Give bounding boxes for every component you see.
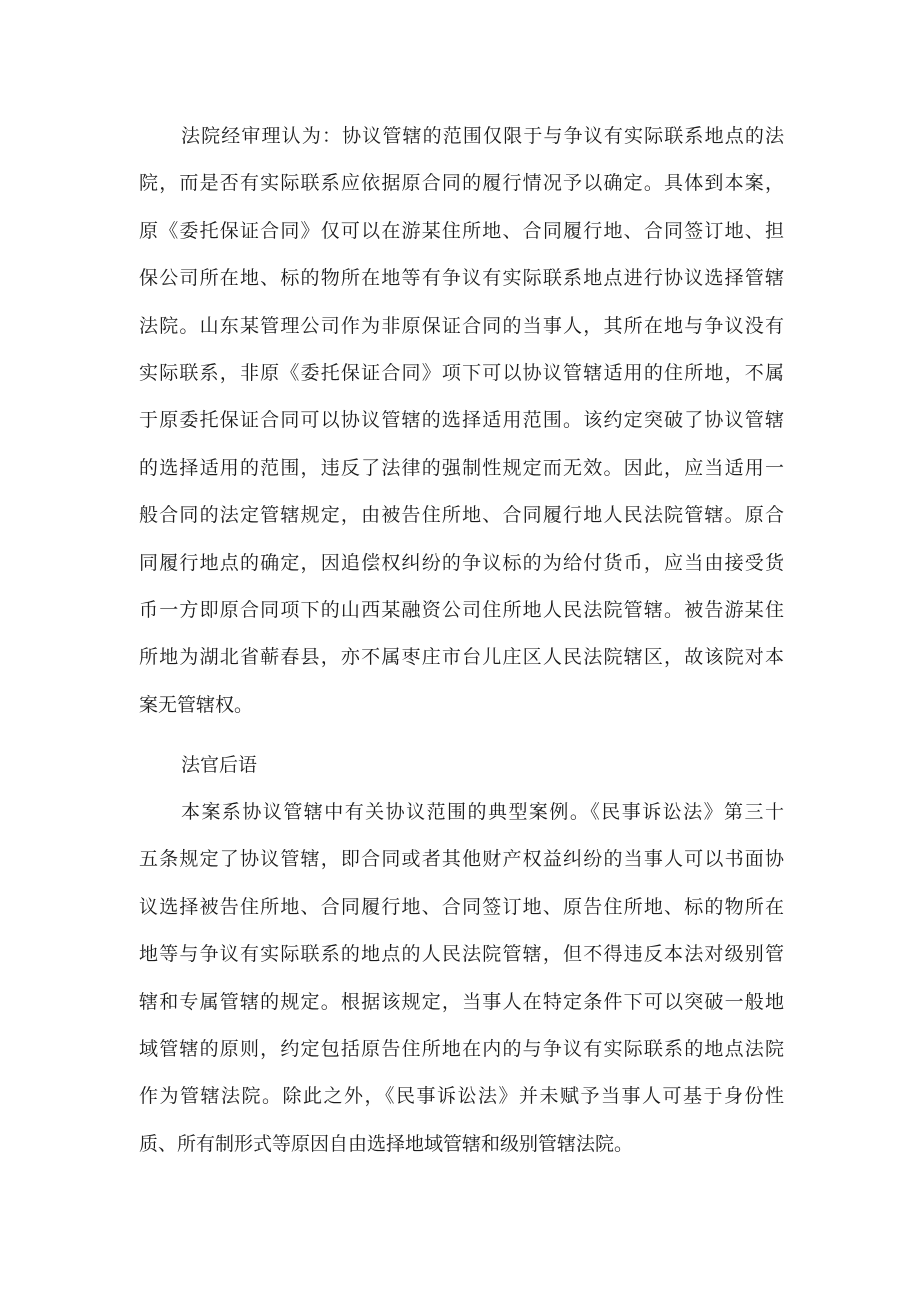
text-line: 质、所有制形式等原因自由选择地域管辖和级别管辖法院。: [139, 1132, 634, 1155]
text-line: 同履行地点的确定，因追偿权纠纷的争议标的为给付货币，应当由接受货: [139, 551, 784, 574]
text-line: 议选择被告住所地、合同履行地、合同签订地、原告住所地、标的物所在: [139, 895, 784, 918]
text-line: 法院。山东某管理公司作为非原保证合同的当事人，其所在地与争议没有: [139, 314, 784, 337]
paragraph-judge-commentary: [139, 789, 784, 1168]
heading-judge-afterword: 法官后语: [181, 754, 258, 776]
text-line: 辖和专属管辖的规定。根据该规定，当事人在特定条件下可以突破一般地: [139, 990, 784, 1013]
section-heading: [139, 742, 784, 789]
text-line: 地等与争议有实际联系的地点的人民法院管辖，但不得违反本法对级别管: [139, 943, 784, 966]
text-line: 币一方即原合同项下的山西某融资公司住所地人民法院管辖。被告游某住: [139, 598, 784, 621]
text-line: 原《委托保证合同》仅可以在游某住所地、合同履行地、合同签订地、担: [139, 219, 784, 242]
text-line: 域管辖的原则，约定包括原告住所地在内的与争议有实际联系的地点法院: [139, 1037, 784, 1060]
text-line: 案无管辖权。: [139, 693, 254, 716]
text-line: 院，而是否有实际联系应依据原合同的履行情况予以确定。具体到本案，: [139, 172, 784, 195]
text-line: 本案系协议管辖中有关协议范围的典型案例。《民事诉讼法》第三十: [181, 801, 784, 823]
text-line: 的选择适用的范围，违反了法律的强制性规定而无效。因此，应当适用一: [139, 456, 784, 479]
text-line: 实际联系，非原《委托保证合同》项下可以协议管辖适用的住所地，不属: [139, 361, 784, 384]
text-line: 作为管辖法院。除此之外，《民事诉讼法》并未赋予当事人可基于身份性: [139, 1085, 784, 1108]
text-line: 所地为湖北省蕲春县，亦不属枣庄市台儿庄区人民法院辖区，故该院对本: [139, 646, 784, 669]
text-line: 般合同的法定管辖规定，由被告住所地、合同履行地人民法院管辖。原合: [139, 504, 784, 527]
paragraph-court-reasoning: [139, 113, 784, 729]
text-line: 法院经审理认为：协议管辖的范围仅限于与争议有实际联系地点的法: [181, 125, 784, 147]
text-line: 保公司所在地、标的物所在地等有争议有实际联系地点进行协议选择管辖: [139, 267, 784, 290]
text-line: 于原委托保证合同可以协议管辖的选择适用范围。该约定突破了协议管辖: [139, 409, 784, 432]
text-line: 五条规定了协议管辖，即合同或者其他财产权益纠纷的当事人可以书面协: [139, 848, 784, 871]
